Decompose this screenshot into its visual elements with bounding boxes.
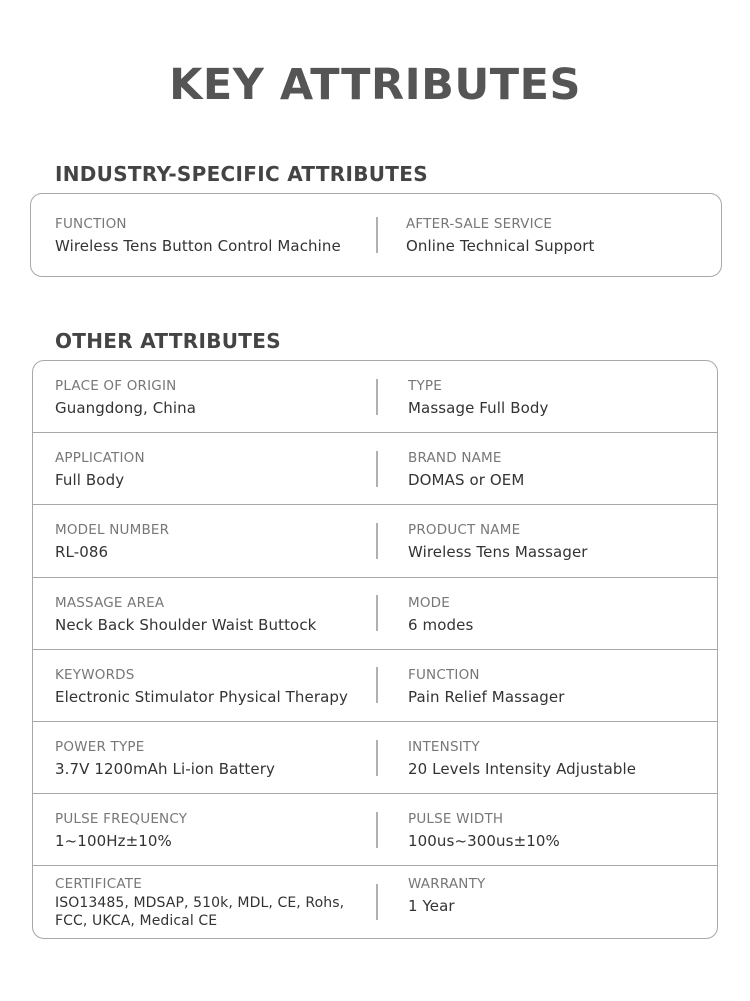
- attribute-label: TYPE: [408, 378, 442, 394]
- attribute-cell-certificate: [55, 866, 373, 938]
- attribute-label: WARRANTY: [408, 876, 486, 893]
- attribute-label: PULSE WIDTH: [408, 811, 504, 828]
- attribute-cell-brand-name: [408, 433, 708, 504]
- attribute-value: RL-086: [55, 543, 109, 562]
- column-divider: [376, 217, 378, 253]
- attribute-label: AFTER-SALE SERVICE: [406, 216, 553, 232]
- attribute-row: [31, 194, 721, 275]
- attribute-label: PLACE OF ORIGIN: [55, 378, 177, 394]
- attribute-cell-application: [55, 433, 373, 504]
- attribute-value: 20 Levels Intensity Adjustable: [408, 759, 637, 778]
- attribute-cell-mode: [408, 578, 708, 649]
- column-divider: [376, 379, 378, 415]
- attribute-label: CERTIFICATE: [55, 876, 142, 893]
- attribute-value: DOMAS or OEM: [408, 471, 525, 490]
- attribute-label: MASSAGE AREA: [55, 594, 165, 611]
- attribute-label: BRAND NAME: [408, 450, 502, 467]
- column-divider: [376, 451, 378, 487]
- other-attributes-card: [32, 360, 718, 939]
- attribute-cell-after-sale-service: [406, 194, 706, 275]
- attribute-cell-massage-area: [55, 578, 373, 649]
- other-section-title: OTHER ATTRIBUTES: [55, 329, 281, 353]
- attribute-label: POWER TYPE: [55, 738, 145, 755]
- attribute-row: [33, 794, 717, 866]
- attribute-cell-pulse-frequency: [55, 794, 373, 865]
- industry-section-title: INDUSTRY-SPECIFIC ATTRIBUTES: [55, 162, 428, 186]
- attribute-label: FUNCTION: [55, 216, 127, 232]
- attribute-value: 1~100Hz±10%: [55, 832, 172, 851]
- attribute-value: 1 Year: [408, 897, 455, 916]
- attribute-label: MODEL NUMBER: [55, 522, 170, 539]
- attribute-label: PRODUCT NAME: [408, 522, 521, 539]
- attribute-value: 6 modes: [408, 615, 474, 634]
- attribute-value: ISO13485, MDSAP, 510k, MDL, CE, Rohs, FCC, UKCA, Medical CE: [55, 895, 345, 930]
- page-title: KEY ATTRIBUTES: [169, 60, 581, 110]
- attribute-row: [33, 361, 717, 433]
- attribute-row: [33, 650, 717, 722]
- attribute-cell-place-of-origin: [55, 361, 373, 432]
- attribute-cell-warranty: [408, 866, 708, 938]
- column-divider: [376, 740, 378, 776]
- column-divider: [376, 812, 378, 848]
- attribute-value: Pain Relief Massager: [408, 687, 565, 706]
- attribute-value: 3.7V 1200mAh Li-ion Battery: [55, 759, 275, 778]
- attribute-value: Guangdong, China: [55, 399, 197, 417]
- industry-attributes-card: [30, 193, 722, 277]
- attribute-value: Massage Full Body: [408, 399, 549, 417]
- attribute-label: PULSE FREQUENCY: [55, 811, 188, 828]
- column-divider: [376, 595, 378, 631]
- attribute-cell-model-number: [55, 505, 373, 576]
- attribute-label: MODE: [408, 594, 450, 611]
- attribute-row: [33, 722, 717, 794]
- attribute-row: [33, 866, 717, 938]
- attribute-label: FUNCTION: [408, 666, 480, 683]
- attribute-row: [33, 578, 717, 650]
- attribute-row: [33, 433, 717, 505]
- attribute-label: APPLICATION: [55, 450, 145, 467]
- attribute-cell-function: [55, 194, 373, 275]
- attribute-cell-power-type: [55, 722, 373, 793]
- attribute-value: Full Body: [55, 471, 125, 490]
- attribute-cell-function: [408, 650, 708, 721]
- attribute-label: KEYWORDS: [55, 666, 135, 683]
- attribute-label: INTENSITY: [408, 738, 480, 755]
- attribute-cell-keywords: [55, 650, 373, 721]
- attribute-cell-product-name: [408, 505, 708, 576]
- attribute-row: [33, 505, 717, 577]
- attribute-value: Neck Back Shoulder Waist Buttock: [55, 615, 317, 634]
- attribute-cell-pulse-width: [408, 794, 708, 865]
- attribute-value: Electronic Stimulator Physical Therapy: [55, 687, 348, 706]
- attribute-value: Wireless Tens Massager: [408, 543, 588, 562]
- column-divider: [376, 523, 378, 559]
- column-divider: [376, 667, 378, 703]
- attribute-value: Wireless Tens Button Control Machine: [55, 237, 341, 255]
- column-divider: [376, 884, 378, 920]
- attribute-cell-type: [408, 361, 708, 432]
- attribute-value: 100us~300us±10%: [408, 832, 560, 851]
- attribute-value: Online Technical Support: [406, 237, 595, 255]
- attribute-cell-intensity: [408, 722, 708, 793]
